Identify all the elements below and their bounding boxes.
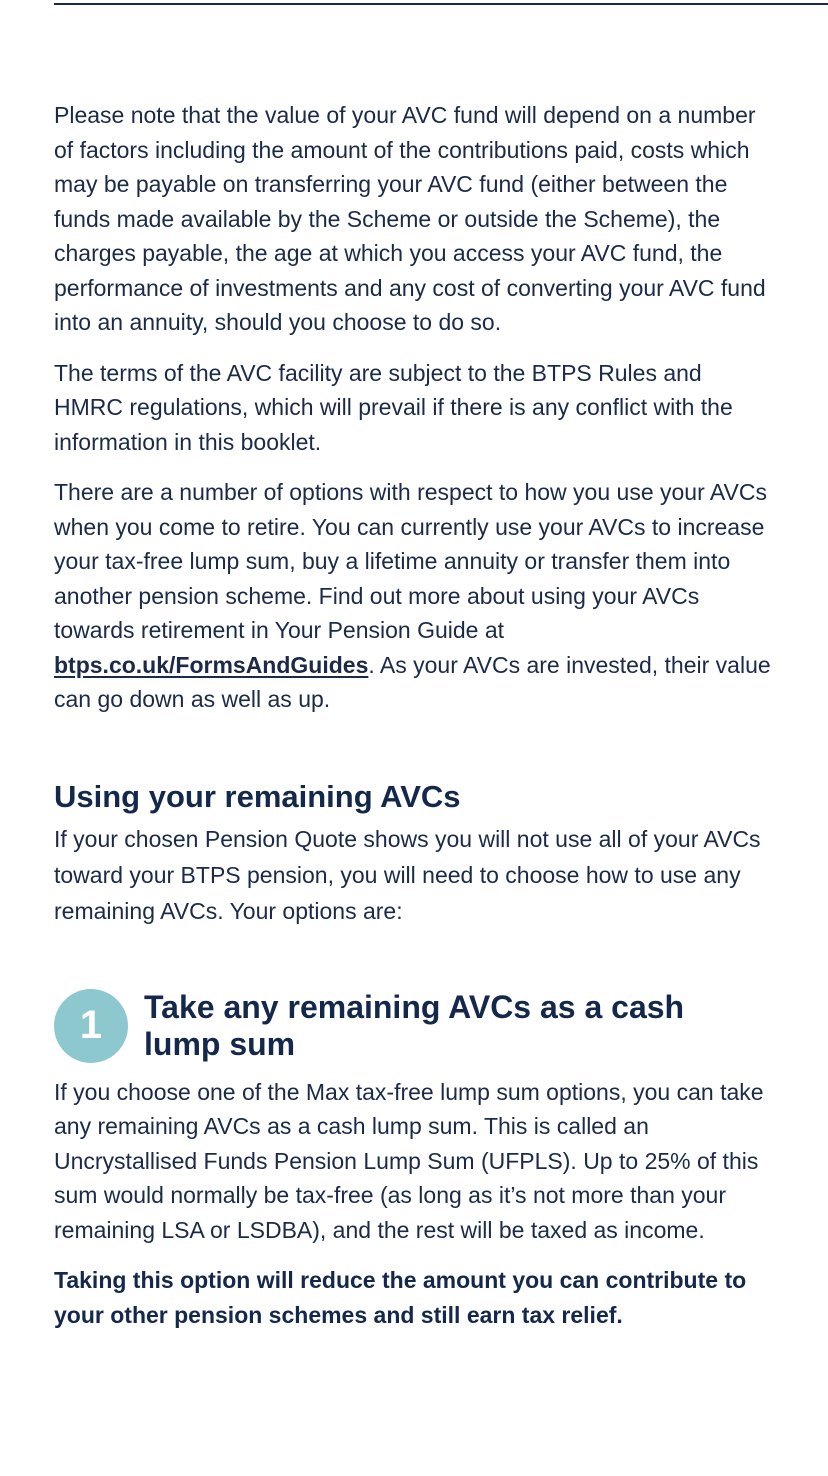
paragraph-text-start: There are a number of options with respect to how you use your AVCs when you come to retire. You can currently use your AVCs to increase your tax-free lump sum, buy a lifetime annuity or transfer them into another pension scheme. Find out more about using your AVCs towards retirement in Your Pension Guide at xyxy=(54,479,767,643)
paragraph-text-end: . As your AVCs are invested, their value can go down as well as up. xyxy=(54,651,771,712)
paragraph-avc-value-note: Please note that the value of your AVC fund will depend on a number of factors including the amount of the contributions paid, costs which may be payable on transferring your AVC fund (either between the funds made available by the Scheme or outside the Scheme), the charges payable, the age at which you access your AVC fund, the performance of investments and any cost of converting your AVC fund into an annuity, should you choose to do so. xyxy=(54,102,766,335)
section-heading: Using your remaining AVCs xyxy=(54,778,461,814)
option-1 xyxy=(54,989,774,1063)
paragraph-avc-terms: The terms of the AVC facility are subject to the BTPS Rules and HMRC regulations, which will prevail if there is any conflict with the information in this booklet. xyxy=(54,359,733,455)
section-intro: If your chosen Pension Quote shows you will not use all of your AVCs toward your BTPS pension, you will need to choose how to use any remaining AVCs. Your options are: xyxy=(54,825,761,924)
paragraph-avc-options xyxy=(54,475,774,717)
forms-and-guides-link[interactable]: btps.co.uk/FormsAndGuides xyxy=(54,651,369,678)
top-divider xyxy=(54,3,828,5)
option-description: If you choose one of the Max tax-free lump sum options, you can take any remaining AVCs as a cash lump sum. This is called an Uncrystallised Funds Pension Lump Sum (UFPLS). Up to 25% of this sum would normally be tax-free (as long as it’s not more than your remaining LSA or LSDBA), and the rest will be taxed as income. xyxy=(54,1078,764,1243)
page-content xyxy=(54,98,774,1332)
option-warning-note: Taking this option will reduce the amount you can contribute to your other pension schemes and still earn tax relief. xyxy=(54,1267,747,1328)
option-title: Take any remaining AVCs as a cash lump sum xyxy=(144,988,685,1062)
option-number-badge: 1 xyxy=(54,989,128,1063)
